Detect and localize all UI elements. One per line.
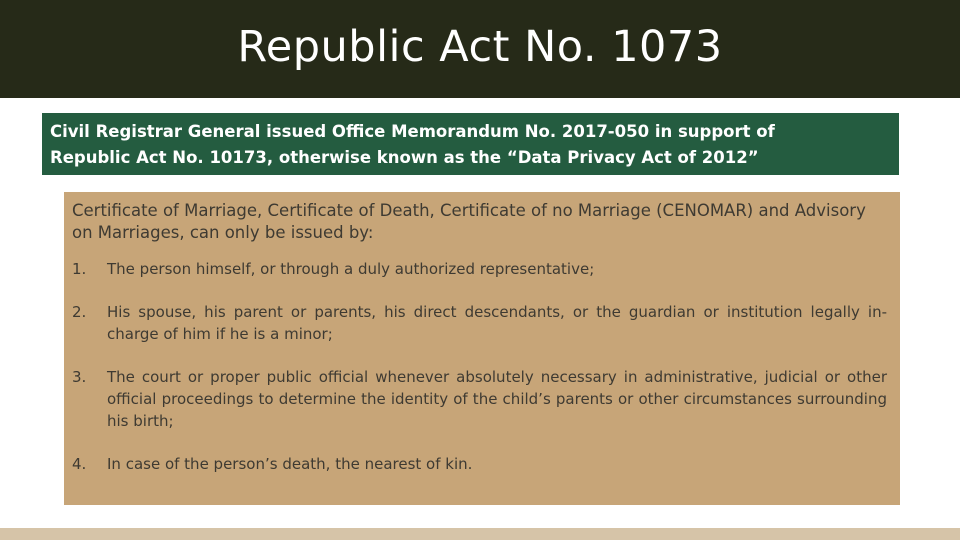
list-item-text: The person himself, or through a duly authorized representative; (107, 260, 595, 278)
list-item (72, 301, 887, 345)
slide-title: Republic Act No. 1073 (237, 22, 723, 72)
list-item-text: The court or proper public official whenever absolutely necessary in administrative, judicial or other official proceedings to determine the identity of the child’s parents or other circumstances surrounding his birth; (107, 368, 887, 430)
list-item (72, 366, 887, 432)
list-item-number: 1. (72, 260, 87, 278)
title-bar (0, 0, 960, 98)
memo-line-1: Civil Registrar General issued Office Memorandum No. 2017-050 in support of (50, 122, 775, 141)
list-item-text: In case of the person’s death, the nearest of kin. (107, 455, 473, 473)
content-panel (64, 192, 900, 505)
list-item-number: 4. (72, 455, 87, 473)
list-item (72, 258, 887, 280)
intro-text: Certificate of Marriage, Certificate of Death, Certificate of no Marriage (CENOMAR) and Advisory on Marriages, can only be issued by: (72, 201, 866, 242)
list-item (72, 453, 887, 475)
memo-line-2: Republic Act No. 10173, otherwise known as the “Data Privacy Act of 2012” (50, 148, 759, 167)
list-item-number: 2. (72, 303, 87, 321)
list-item-number: 3. (72, 368, 87, 386)
footer-strip (0, 528, 960, 540)
list-item-text: His spouse, his parent or parents, his direct descendants, or the guardian or institution legally in-charge of him if he is a minor; (107, 303, 887, 343)
memo-banner (42, 113, 899, 175)
